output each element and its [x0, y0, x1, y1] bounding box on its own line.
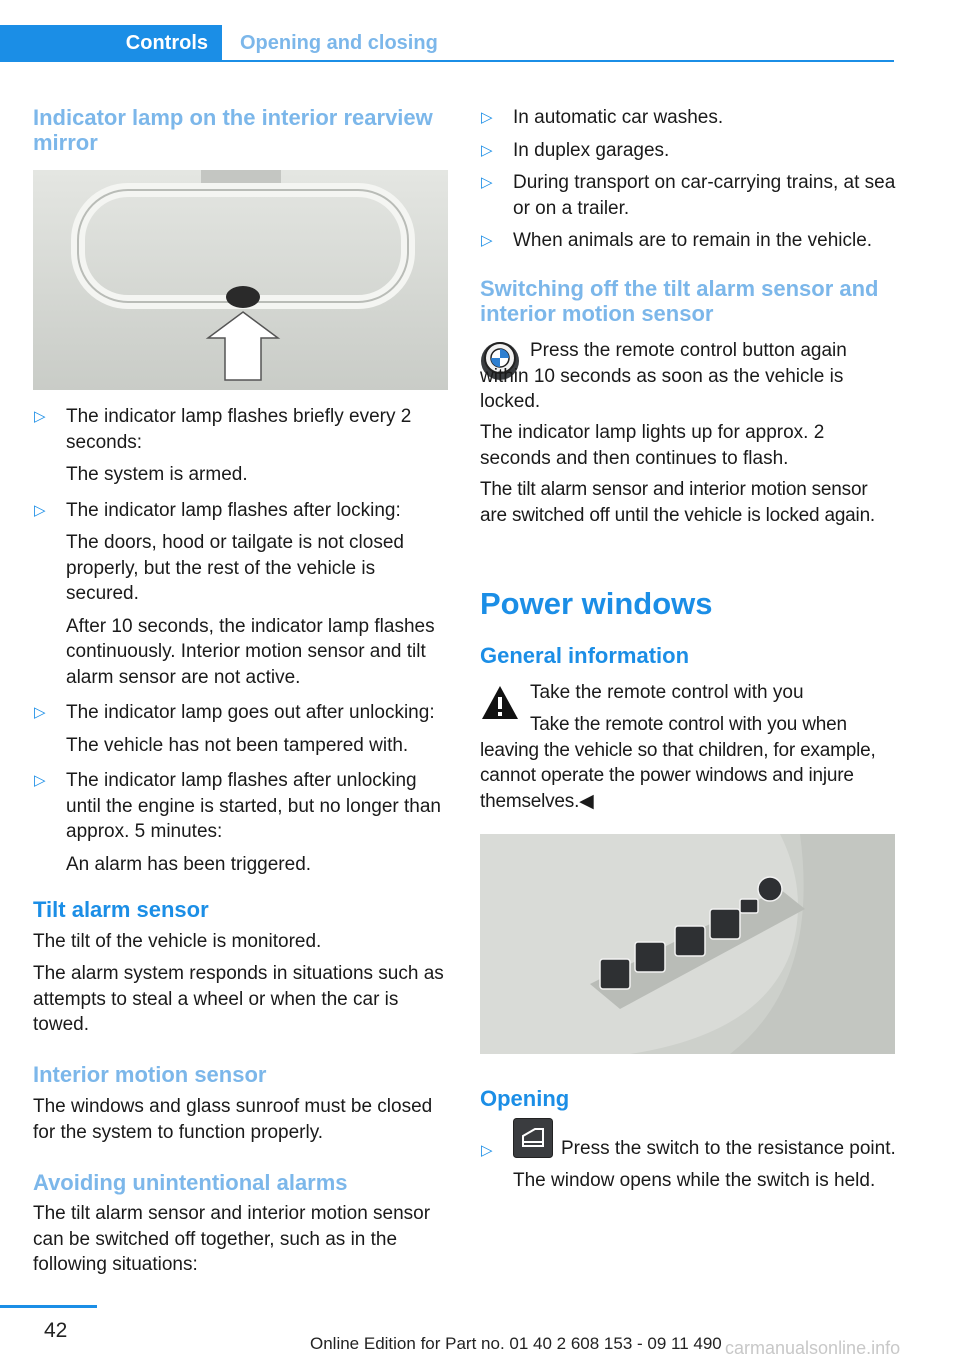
list-item: ▷ The indicator lamp goes out after unlocking: The vehicle has not been tampered with.	[34, 702, 435, 756]
mirror-illustration	[33, 170, 448, 390]
opening-step-text: Press the switch to the resistance point.	[561, 1138, 896, 1159]
avoid-text: The tilt alarm sensor and interior motion sensor can be switched off together, such as in the following situations:	[33, 1203, 431, 1275]
warning-text: Take the remote control with you when leaving the vehicle so that children, for example, cannot operate the power windows and injure themselves.◀	[480, 714, 876, 812]
list-item: ▷ The indicator lamp flashes after unlocking until the engine is started, but no longer than approx. 5 minutes: An alarm has been triggered.	[34, 770, 441, 875]
heading-power-windows: Power windows	[480, 586, 713, 621]
triangle-bullet-icon: ▷	[481, 141, 493, 159]
footer-rule	[0, 1305, 97, 1308]
triangle-bullet-icon: ▷	[34, 408, 46, 425]
heading-avoid-alarms: Avoiding unintentional alarms	[33, 1170, 348, 1195]
heading-tilt-alarm: Tilt alarm sensor	[33, 897, 209, 922]
triangle-bullet-icon: ▷	[481, 1142, 493, 1159]
right-bullet-list	[480, 105, 896, 254]
heading-mirror-lamp: Indicator lamp on the interior rearview mirror	[33, 105, 433, 155]
page-header	[0, 25, 894, 62]
heading-opening: Opening	[480, 1086, 570, 1111]
tilt-text-1: The tilt of the vehicle is monitored.	[33, 931, 322, 952]
motion-text: The windows and glass sunroof must be closed for the system to function properly.	[33, 1096, 433, 1143]
triangle-bullet-icon: ▷	[481, 232, 493, 249]
list-item: ▷ The indicator lamp flashes briefly every 2 seconds: The system is armed.	[34, 406, 412, 485]
online-edition-text: Online Edition for Part no. 01 40 2 608 153 - 09 11 490	[310, 1334, 722, 1353]
triangle-bullet-icon: ▷	[34, 772, 46, 789]
tilt-text-2: The alarm system responds in situations such as attempts to steal a wheel or when the car is towed.	[33, 963, 444, 1035]
list-item: ▷ When animals are to remain in the vehicle.	[480, 228, 896, 254]
list-item: ▷ During transport on car-carrying trains, at sea or on a trailer.	[481, 172, 896, 219]
lamp-text: The indicator lamp lights up for approx. 2 seconds and then continues to flash.	[480, 422, 825, 469]
window-switch-icon	[513, 1118, 553, 1158]
watermark: carmanualsonline.info	[725, 1338, 901, 1358]
triangle-bullet-icon: ▷	[481, 174, 493, 191]
list-item: ▷ In duplex garages.	[480, 138, 896, 164]
page-number: 42	[44, 1319, 68, 1342]
heading-switch-off: Switching off the tilt alarm sensor and interior motion sensor	[480, 276, 879, 326]
triangle-bullet-icon: ▷	[34, 501, 46, 519]
opening-list	[480, 1118, 896, 1193]
left-bullet-list	[33, 404, 449, 877]
warning-title: Take the remote control with you	[530, 682, 804, 703]
triangle-bullet-icon: ▷	[481, 109, 493, 126]
off-text: The tilt alarm sensor and interior motion sensor are switched off until the vehicle is locked again.	[480, 479, 876, 526]
door-switch-illustration	[480, 834, 895, 1054]
subsection-tab: Opening and closing	[240, 32, 438, 54]
section-tab: Controls	[0, 25, 222, 62]
header-rule	[222, 60, 894, 62]
switch-off-paragraph: Press the remote control button again within 10 seconds as soon as the vehicle is locked.	[480, 340, 847, 412]
heading-general-info: General information	[480, 643, 690, 668]
list-item: ▷ In automatic car washes.	[480, 105, 896, 131]
list-item: ▷ The indicator lamp flashes after locking: The doors, hood or tailgate is not closed properly, but the rest of the vehicle is secured. After 10 seconds, the indicator lamp flashes continuously. Interior motion sensor and tilt alarm sensor are not active.	[34, 499, 435, 688]
triangle-bullet-icon: ▷	[34, 704, 46, 721]
list-item: ▷ Press the switch to the resistance point. The window opens while the switch is held.	[480, 1118, 896, 1193]
heading-interior-motion: Interior motion sensor	[33, 1062, 267, 1087]
